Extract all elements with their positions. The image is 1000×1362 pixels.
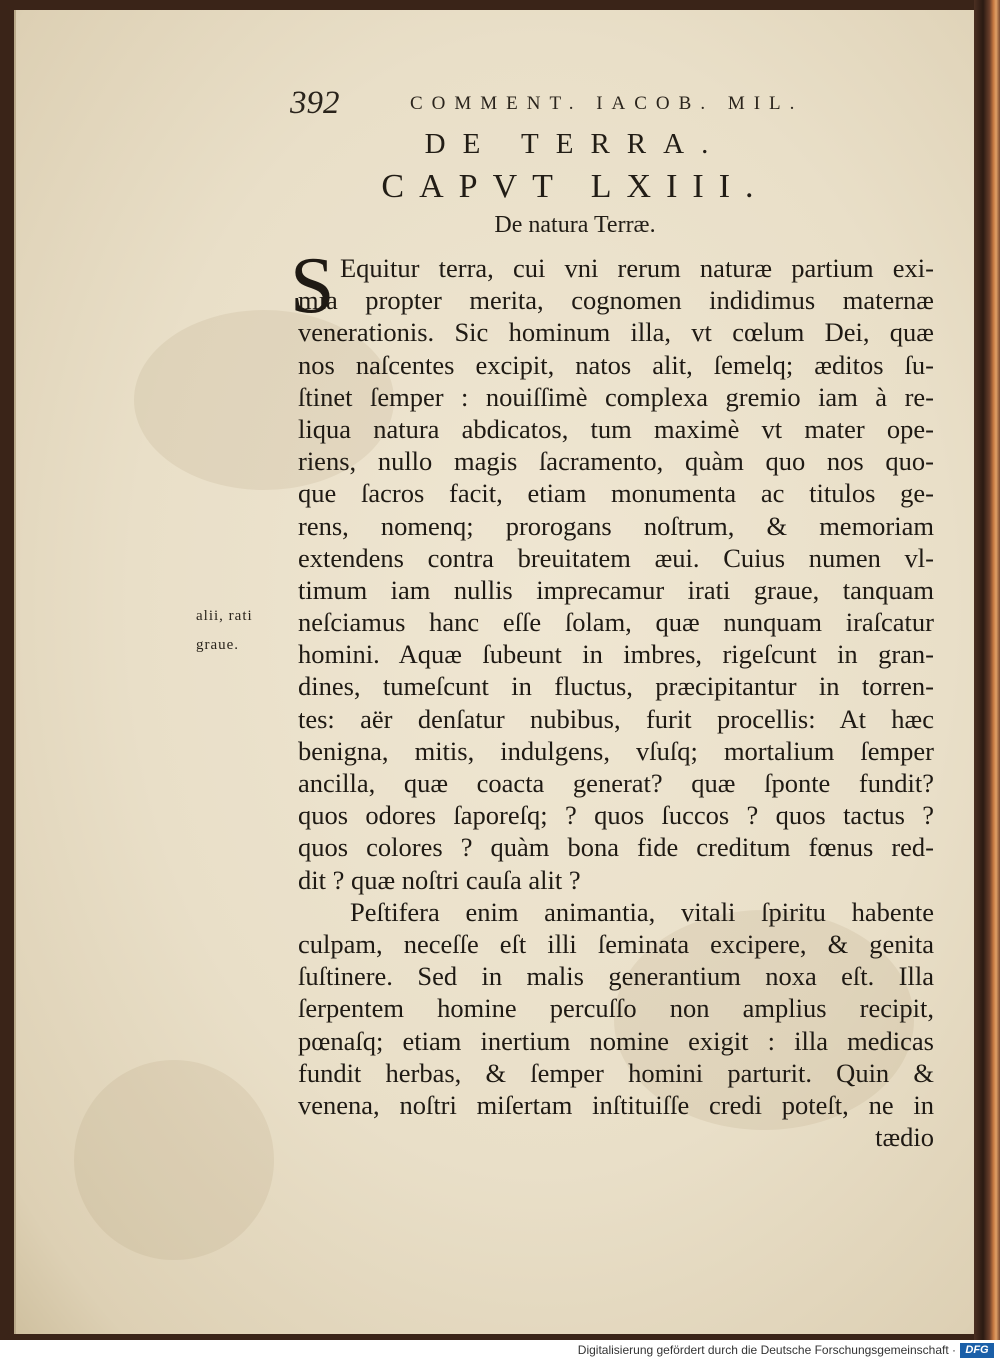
text-line: neſciamus hanc eſſe ſolam, quæ nunquam iraſcatur (298, 607, 934, 638)
text-line: venerationis. Sic hominum illa, vt cœlum Dei, quæ (298, 317, 934, 348)
text-line: homini. Aquæ ſubeunt in imbres, rigeſcunt in gran- (298, 639, 934, 670)
margin-note-line1: alii, rati (196, 608, 253, 624)
text-line: ancilla, quæ coacta generat? quæ ſponte fundit? (298, 768, 934, 798)
text-line: tes: aër denſatur nubibus, furit procellis: At hæc (298, 703, 934, 734)
text-line: riens, nullo magis ſacramento, quàm quo nos quo- (298, 446, 934, 477)
body-text (290, 242, 934, 1153)
text-line: fundit herbas, & ſemper homini parturit. Quin & (298, 1057, 934, 1088)
text-line: ſuſtinere. Sed in malis generantium noxa eſt. Illa (298, 961, 934, 992)
paper-stain (74, 1060, 274, 1260)
text-line: dines, tumeſcunt in fluctus, præcipitantur in torren- (298, 671, 934, 702)
text-line: timum iam nullis imprecamur irati graue, tanquam (298, 574, 934, 605)
text-line: venena, noſtri miſertam inſtituiſſe credi poteſt, ne in (298, 1089, 934, 1120)
page-number: 392 (290, 85, 340, 121)
text-line: extendens contra breuitatem æui. Cuius numen vl- (298, 542, 934, 573)
text-line: que ſacros facit, etiam monumenta ac titulos ge- (298, 478, 934, 509)
footer-credit: Digitalisierung gefördert durch die Deutsche Forschungsgemeinschaft · (577, 1343, 956, 1357)
text-line: liqua natura abdicatos, tum maximè vt mater ope- (298, 413, 934, 444)
text-line: culpam, neceſſe eſt illi ſeminata excipere, & genita (298, 928, 934, 959)
text-line: pœnaſq; etiam inertium nomine exigit : illa medicas (298, 1025, 934, 1056)
running-head: COMMENT. IACOB. MIL. (410, 93, 804, 114)
text-line: quos odores ſaporeſq; ? quos ſuccos ? quos tactus ? (298, 800, 934, 831)
text-line: mia propter merita, cognomen indidimus maternæ (298, 285, 934, 316)
text-line: Equitur terra, cui vni rerum naturæ partium exi- (340, 253, 934, 283)
footer-bar (0, 1340, 1000, 1362)
text-line: dit ? quæ noſtri cauſa alit ? (298, 864, 581, 895)
chapter-title: CAPVT LXIII. (381, 168, 769, 205)
catchword: tædio (875, 1122, 934, 1153)
dfg-logo-icon: DFG (960, 1343, 994, 1358)
page-header (290, 85, 850, 125)
chapter-subtitle: De natura Terræ. (494, 212, 656, 238)
text-line: nos naſcentes excipit, natos alit, ſemelq; æditos ſu- (298, 349, 934, 380)
text-line: quos colores ? quàm bona fide creditum fœnus red- (298, 832, 934, 863)
text-line: rens, nomenq; prorogans noſtrum, & memoriam (298, 510, 934, 541)
drop-cap: S (290, 242, 335, 330)
text-line: ſtinet ſemper : nouiſſimè complexa gremio iam à re- (298, 381, 934, 412)
text-line: Peſtifera enim animantia, vitali ſpiritu habente (350, 896, 934, 927)
text-line: ſerpentem homine percuſſo non amplius recipit, (298, 993, 934, 1024)
text-line: benigna, mitis, indulgens, vſuſq; mortalium ſemper (298, 735, 934, 766)
margin-note-line2: graue. (196, 637, 240, 653)
section-title: DE TERRA. (424, 128, 726, 160)
